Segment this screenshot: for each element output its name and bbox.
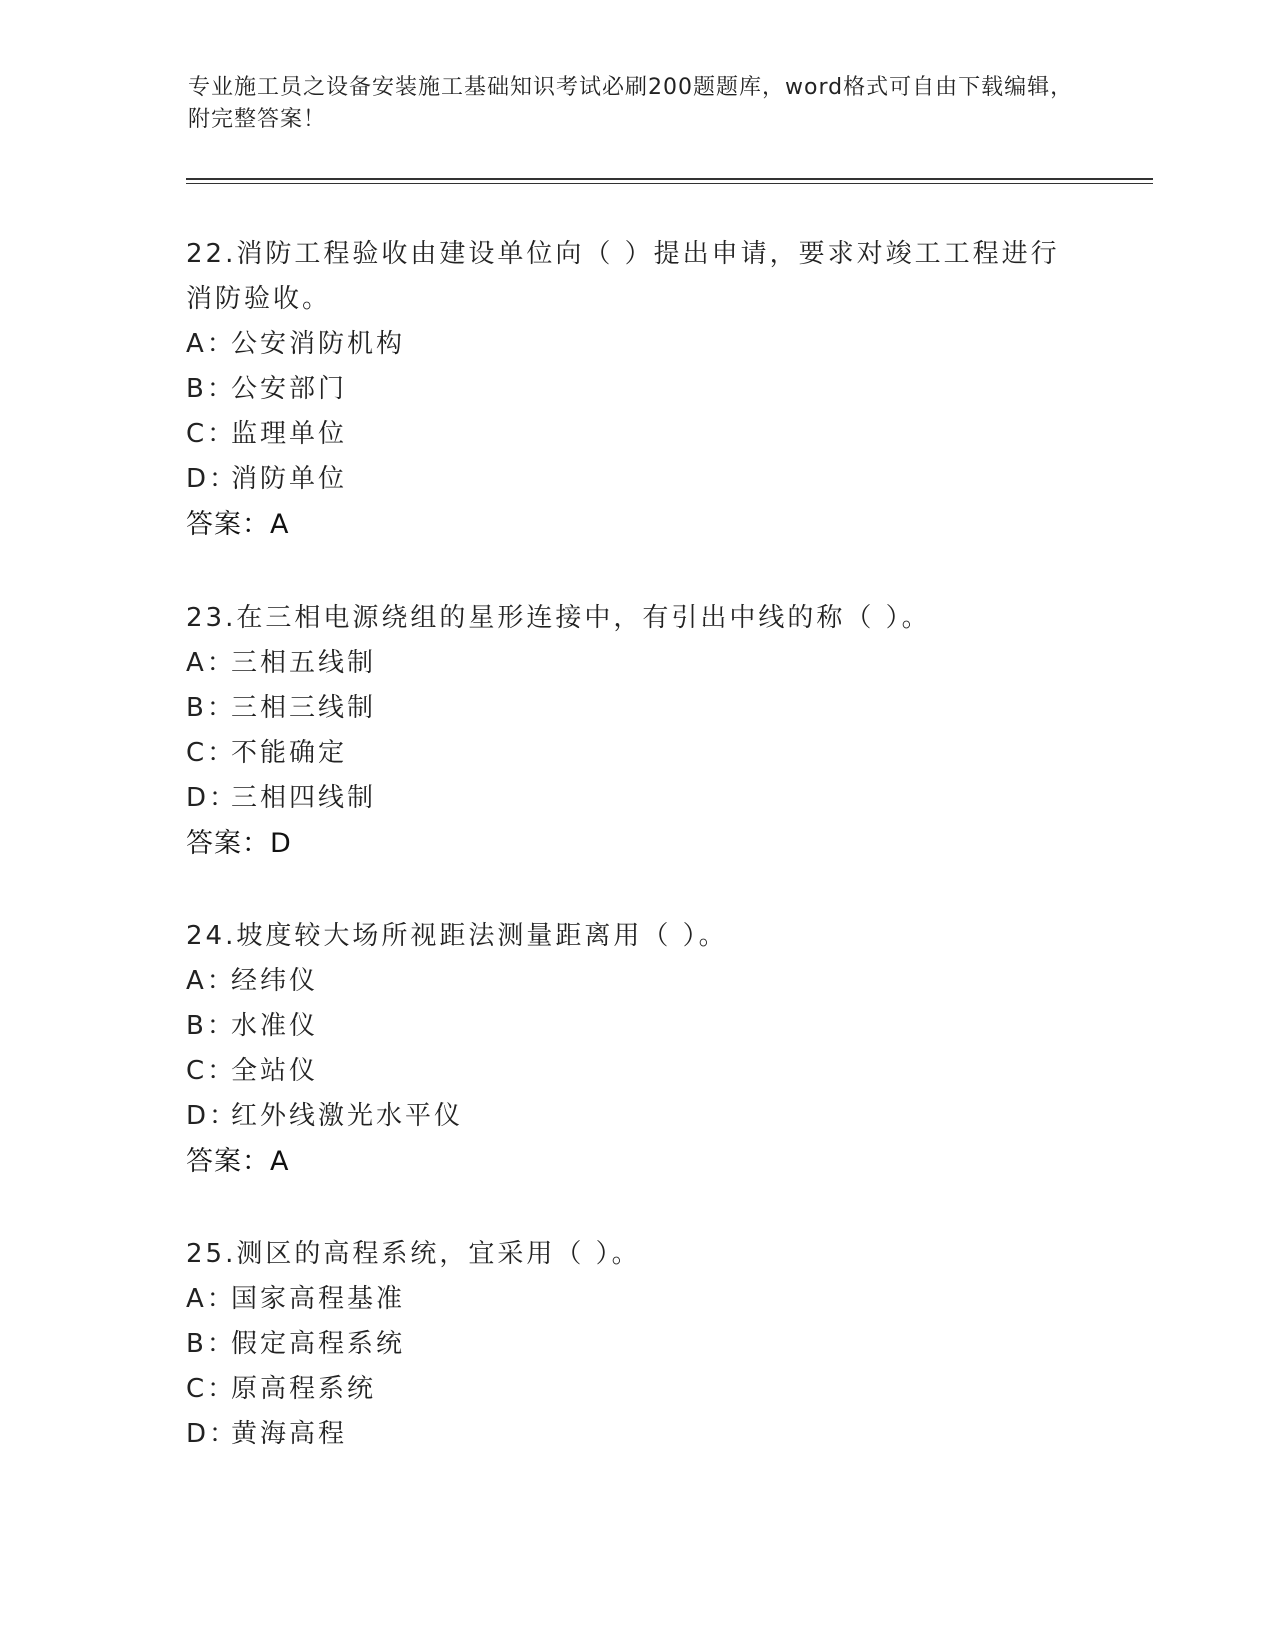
- question-stem: 22.消防工程验收由建设单位向（ ）提出申请，要求对竣工工程进行消防验收。: [186, 239, 1060, 314]
- option-text: 假定高程系统: [231, 1329, 406, 1359]
- option-text: 公安部门: [231, 374, 348, 404]
- header-divider-bottom: [186, 183, 1153, 184]
- option-c: [186, 1367, 1086, 1412]
- question-23: [186, 596, 1086, 867]
- option-b: [186, 1322, 1086, 1367]
- option-key: C：: [186, 419, 237, 449]
- answer-line: 答案：D: [186, 828, 292, 859]
- option-key: C：: [186, 1374, 237, 1404]
- option-key: A：: [186, 1284, 236, 1314]
- option-text: 公安消防机构: [231, 329, 406, 359]
- answer-line: 答案：A: [186, 1146, 290, 1177]
- option-d: [186, 1412, 1086, 1457]
- option-c: [186, 731, 1086, 776]
- option-key: A：: [186, 329, 236, 359]
- option-a: [186, 322, 1086, 367]
- question-24: [186, 914, 1086, 1185]
- question-stem: 25.测区的高程系统，宜采用（ ）。: [186, 1239, 641, 1269]
- option-c: [186, 412, 1086, 457]
- option-text: 三相四线制: [231, 783, 377, 813]
- option-text: 监理单位: [231, 419, 348, 449]
- option-d: [186, 457, 1086, 502]
- option-text: 消防单位: [231, 464, 348, 494]
- option-key: D：: [186, 464, 239, 494]
- option-text: 黄海高程: [231, 1419, 348, 1449]
- option-a: [186, 959, 1086, 1004]
- option-d: [186, 776, 1086, 821]
- option-key: B：: [186, 374, 236, 404]
- question-stem: 23.在三相电源绕组的星形连接中，有引出中线的称（ ）。: [186, 603, 931, 633]
- option-a: [186, 641, 1086, 686]
- document-header-title: 专业施工员之设备安装施工基础知识考试必刷200题题库，word格式可自由下载编辑，附完整答案！: [188, 75, 1074, 132]
- option-text: 原高程系统: [231, 1374, 377, 1404]
- option-key: B：: [186, 693, 236, 723]
- option-text: 三相五线制: [231, 648, 377, 678]
- option-b: [186, 367, 1086, 412]
- option-key: D：: [186, 783, 239, 813]
- option-key: D：: [186, 1419, 239, 1449]
- option-key: C：: [186, 738, 237, 768]
- option-c: [186, 1049, 1086, 1094]
- option-d: [186, 1094, 1086, 1139]
- option-text: 经纬仪: [231, 966, 319, 996]
- option-key: B：: [186, 1329, 236, 1359]
- option-key: C：: [186, 1056, 237, 1086]
- option-text: 水准仪: [231, 1011, 319, 1041]
- option-text: 不能确定: [231, 738, 348, 768]
- option-b: [186, 1004, 1086, 1049]
- option-key: A：: [186, 648, 236, 678]
- option-key: D：: [186, 1101, 239, 1131]
- option-text: 三相三线制: [231, 693, 377, 723]
- answer-line: 答案：A: [186, 509, 290, 540]
- option-a: [186, 1277, 1086, 1322]
- option-key: B：: [186, 1011, 236, 1041]
- option-text: 红外线激光水平仪: [231, 1101, 464, 1131]
- option-text: 国家高程基准: [231, 1284, 406, 1314]
- option-b: [186, 686, 1086, 731]
- option-text: 全站仪: [231, 1056, 319, 1086]
- question-25: [186, 1232, 1086, 1457]
- question-22: [186, 232, 1086, 548]
- header-divider-top: [186, 178, 1153, 180]
- question-stem: 24.坡度较大场所视距法测量距离用（ ）。: [186, 921, 728, 951]
- option-key: A：: [186, 966, 236, 996]
